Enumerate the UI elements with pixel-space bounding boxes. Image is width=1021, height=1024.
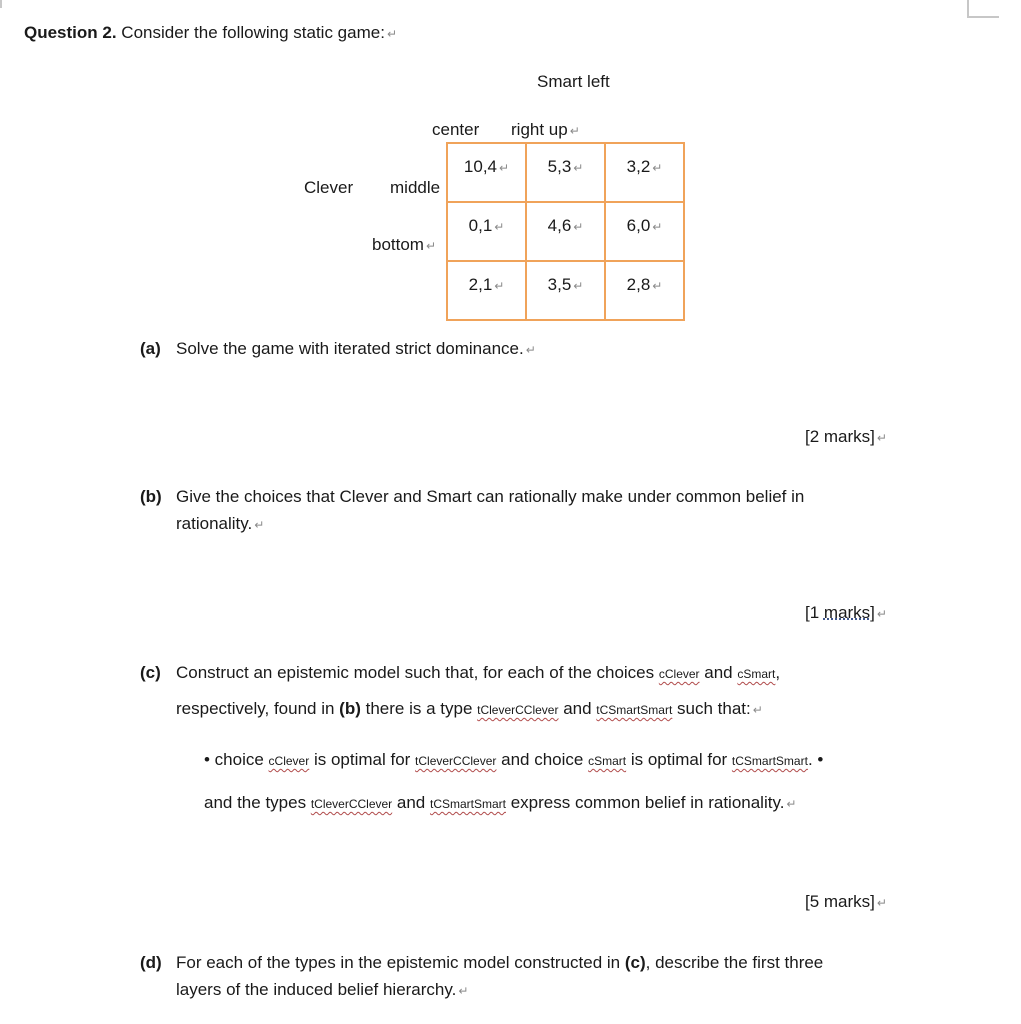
part-d-line1: For each of the types in the epistemic model constructed in (c), describe the first three [176, 953, 824, 972]
paragraph-mark-icon [753, 703, 763, 717]
cell-mark-icon [652, 220, 662, 234]
paragraph-mark-icon [877, 607, 887, 621]
payoff-cell: 6,0 ↵ [605, 202, 684, 261]
payoff-cell: 2,1 ↵ [447, 261, 526, 320]
column-player-label: Smart left [537, 72, 610, 91]
cell-mark-icon [573, 279, 583, 293]
paragraph-mark-icon [877, 896, 887, 910]
table-row [447, 143, 684, 202]
part-c-line1: Construct an epistemic model such that, for each of the choices cClever and cSmart, [176, 663, 781, 682]
row-player-label: Clever [304, 178, 354, 197]
part-b-label: (b) [140, 487, 162, 506]
paragraph-mark-icon [426, 239, 436, 253]
cell-mark-icon [573, 161, 583, 175]
payoff-cell: 10,4 ↵ [447, 143, 526, 202]
paragraph-mark-icon [387, 27, 397, 41]
page-edge-mark [0, 0, 2, 8]
table-row [447, 202, 684, 261]
cell-mark-icon [494, 220, 504, 234]
payoff-cell: 3,5 ↵ [526, 261, 605, 320]
part-c-label: (c) [140, 663, 161, 682]
payoff-cell: 2,8 ↵ [605, 261, 684, 320]
column-label-center: center [432, 120, 480, 139]
payoff-cell: 4,6 ↵ [526, 202, 605, 261]
part-c-line2: respectively, found in (b) there is a type tCleverCClever and tCSmartSmart such that: ↵ [176, 699, 763, 719]
question-intro: Consider the following static game: [116, 23, 385, 42]
part-c-bullet1: • choice cClever is optimal for tCleverCClever and choice cSmart is optimal for tCSmartSmart. • [204, 750, 824, 769]
part-b-marks: [1 marks] ↵ [805, 603, 887, 623]
paragraph-mark-icon [570, 124, 580, 138]
table-row [447, 261, 684, 320]
part-d-label: (d) [140, 953, 162, 972]
part-c-bullet2: and the types tCleverCClever and tCSmartSmart express common belief in rationality. ↵ [204, 793, 796, 813]
question-heading [24, 23, 397, 43]
cell-mark-icon [652, 279, 662, 293]
page-corner-mark [967, 0, 999, 18]
part-a-label: (a) [140, 339, 161, 358]
cell-mark-icon [573, 220, 583, 234]
payoff-cell: 5,3 ↵ [526, 143, 605, 202]
part-b-text-line2: rationality. ↵ [176, 514, 264, 534]
paragraph-mark-icon [458, 984, 468, 998]
part-a-marks: [2 marks] ↵ [805, 427, 887, 447]
part-a-text: Solve the game with iterated strict dominance. ↵ [176, 339, 536, 359]
cell-mark-icon [652, 161, 662, 175]
paragraph-mark-icon [877, 431, 887, 445]
cell-mark-icon [494, 279, 504, 293]
row-label-bottom: bottom ↵ [372, 235, 436, 255]
paragraph-mark-icon [786, 797, 796, 811]
part-d-line2: layers of the induced belief hierarchy. ↵ [176, 980, 468, 1000]
part-b-text-line1: Give the choices that Clever and Smart can rationally make under common belief in [176, 487, 805, 506]
payoff-table [446, 142, 685, 321]
cell-mark-icon [499, 161, 509, 175]
paragraph-mark-icon [526, 343, 536, 357]
part-c-marks: [5 marks] ↵ [805, 892, 887, 912]
payoff-cell: 0,1 ↵ [447, 202, 526, 261]
payoff-cell: 3,2 ↵ [605, 143, 684, 202]
paragraph-mark-icon [254, 518, 264, 532]
column-label-right-up: right up ↵ [511, 120, 580, 140]
question-label: Question 2. [24, 23, 117, 42]
row-label-middle: middle [390, 178, 441, 197]
